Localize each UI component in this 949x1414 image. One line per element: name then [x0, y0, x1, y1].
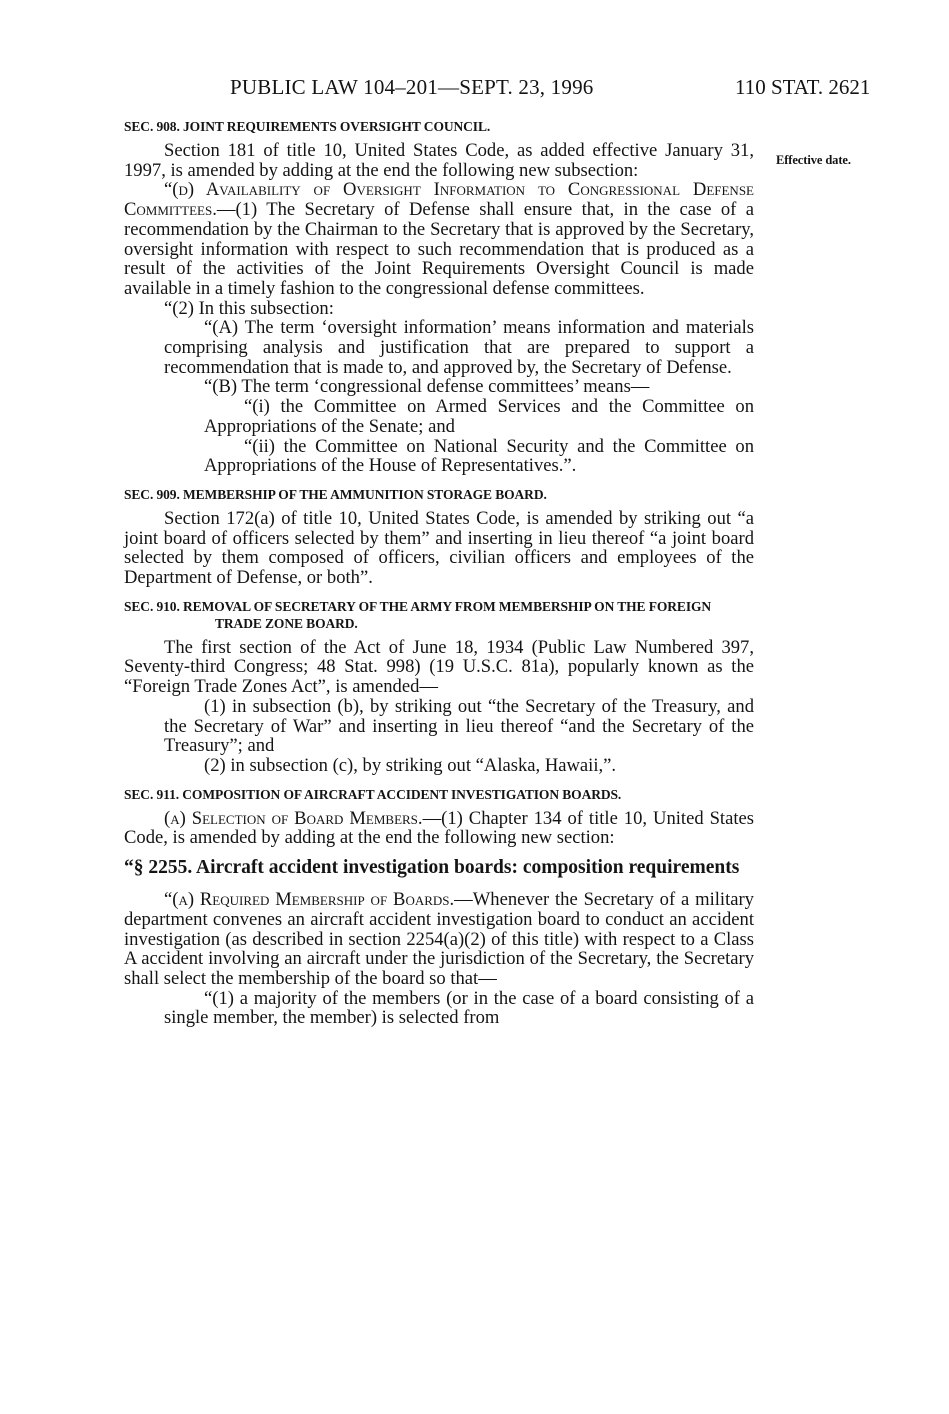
- section-909-heading: SEC. 909. MEMBERSHIP OF THE AMMUNITION STORAGE BOARD.: [124, 486, 547, 502]
- section-908-heading: SEC. 908. JOINT REQUIREMENTS OVERSIGHT COUNCIL.: [124, 119, 491, 134]
- subsection-a-caption: (a) Selection of Board Members.: [164, 807, 423, 829]
- subsection-d-text: —(1) The Secretary of Defense shall ensure that, in the case of a recommendation by the Chairman to the Secretary that is approved by the Secretary, oversight information with respect to such recommendation that is produced as a result of the activities of the Joint Requirements Oversight Council is made available in a timely fashion to the congressional defense committees.: [124, 199, 754, 299]
- section-908-clause-ii: “(ii) the Committee on National Security and the Committee on Appropriations of the House of Representatives.”.: [204, 435, 754, 477]
- section-911-heading: SEC. 911. COMPOSITION OF AIRCRAFT ACCIDENT INVESTIGATION BOARDS.: [124, 786, 622, 802]
- subsection-a-text: —(1) Chapter 134 of title 10, United States Code, is amended by adding at the end the following new section:: [124, 807, 755, 849]
- section-910-item-1: (1) in subsection (b), by striking out “the Secretary of the Treasury, and the Secretary of War” and inserting in lieu thereof “and the Secretary of the Treasury”; and: [164, 695, 754, 757]
- section-908-clause-B: “(B) The term ‘congressional defense committees’ means—: [204, 376, 650, 398]
- section-908-paragraph-2: “(2) In this subsection:: [164, 297, 334, 319]
- section-909-text: Section 172(a) of title 10, United States Code, is amended by striking out “a joint board of officers selected by them” and inserting in lieu thereof “a joint board selected by them composed of officers, civilian officers and employees of the Department of Defense, or both”.: [124, 507, 754, 589]
- section-2255-paragraph-1: “(1) a majority of the members (or in the case of a board consisting of a single member, the member) is selected from: [164, 987, 754, 1029]
- section-908-subsection-d: [124, 180, 754, 298]
- required-membership-caption: “(a) Required Membership of Boards.: [164, 889, 455, 911]
- section-2255-subsection-a: [124, 890, 754, 989]
- section-908-clause-i: “(i) the Committee on Armed Services and the Committee on Appropriations of the Senate; and: [204, 396, 754, 437]
- section-910-heading: SEC. 910. REMOVAL OF SECRETARY OF THE ARMY FROM MEMBERSHIP ON THE FOREIGN TRADE ZONE BOARD.: [124, 598, 712, 631]
- section-2255-heading: “§ 2255. Aircraft accident investigation boards: composition requirements: [124, 857, 740, 879]
- section-911-subsection-a: [124, 809, 754, 848]
- statute-page-number: 110 STAT. 2621: [735, 75, 871, 99]
- section-910-text: The first section of the Act of June 18, 1934 (Public Law Numbered 397, Seventy-third Congress; 48 Stat. 998) (19 U.S.C. 81a), popularly known as the “Foreign Trade Zones Act”, is amended—: [124, 636, 754, 698]
- running-head-title: PUBLIC LAW 104–201—SEPT. 23, 1996: [230, 75, 594, 99]
- section-908-clause-A: “(A) The term ‘oversight information’ means information and materials comprising analysis and justification that are prepared to support a recommendation that is made to, and approved by, the Secretary of Defense.: [164, 317, 754, 378]
- section-908-intro: Section 181 of title 10, United States Code, as added effective January 31, 1997, is amended by adding at the end the following new subsection:: [124, 140, 754, 181]
- subsection-d-caption: “(d) Availability of Oversight Information to Congressional Defense Committees.: [124, 179, 754, 221]
- required-membership-text: —Whenever the Secretary of a military department convenes an aircraft accident investigation board to conduct an accident investigation (as described in section 2254(a)(2) of this title) with respect to a Class A accident involving an aircraft under the jurisdiction of the Secretary, the Secretary shall select the membership of the board so that—: [124, 889, 754, 989]
- document-body: [124, 118, 754, 1028]
- margin-note-effective-date: Effective date.: [776, 153, 851, 167]
- section-910-item-2: (2) in subsection (c), by striking out “Alaska, Hawaii,”.: [204, 754, 617, 776]
- page-header: [0, 75, 949, 105]
